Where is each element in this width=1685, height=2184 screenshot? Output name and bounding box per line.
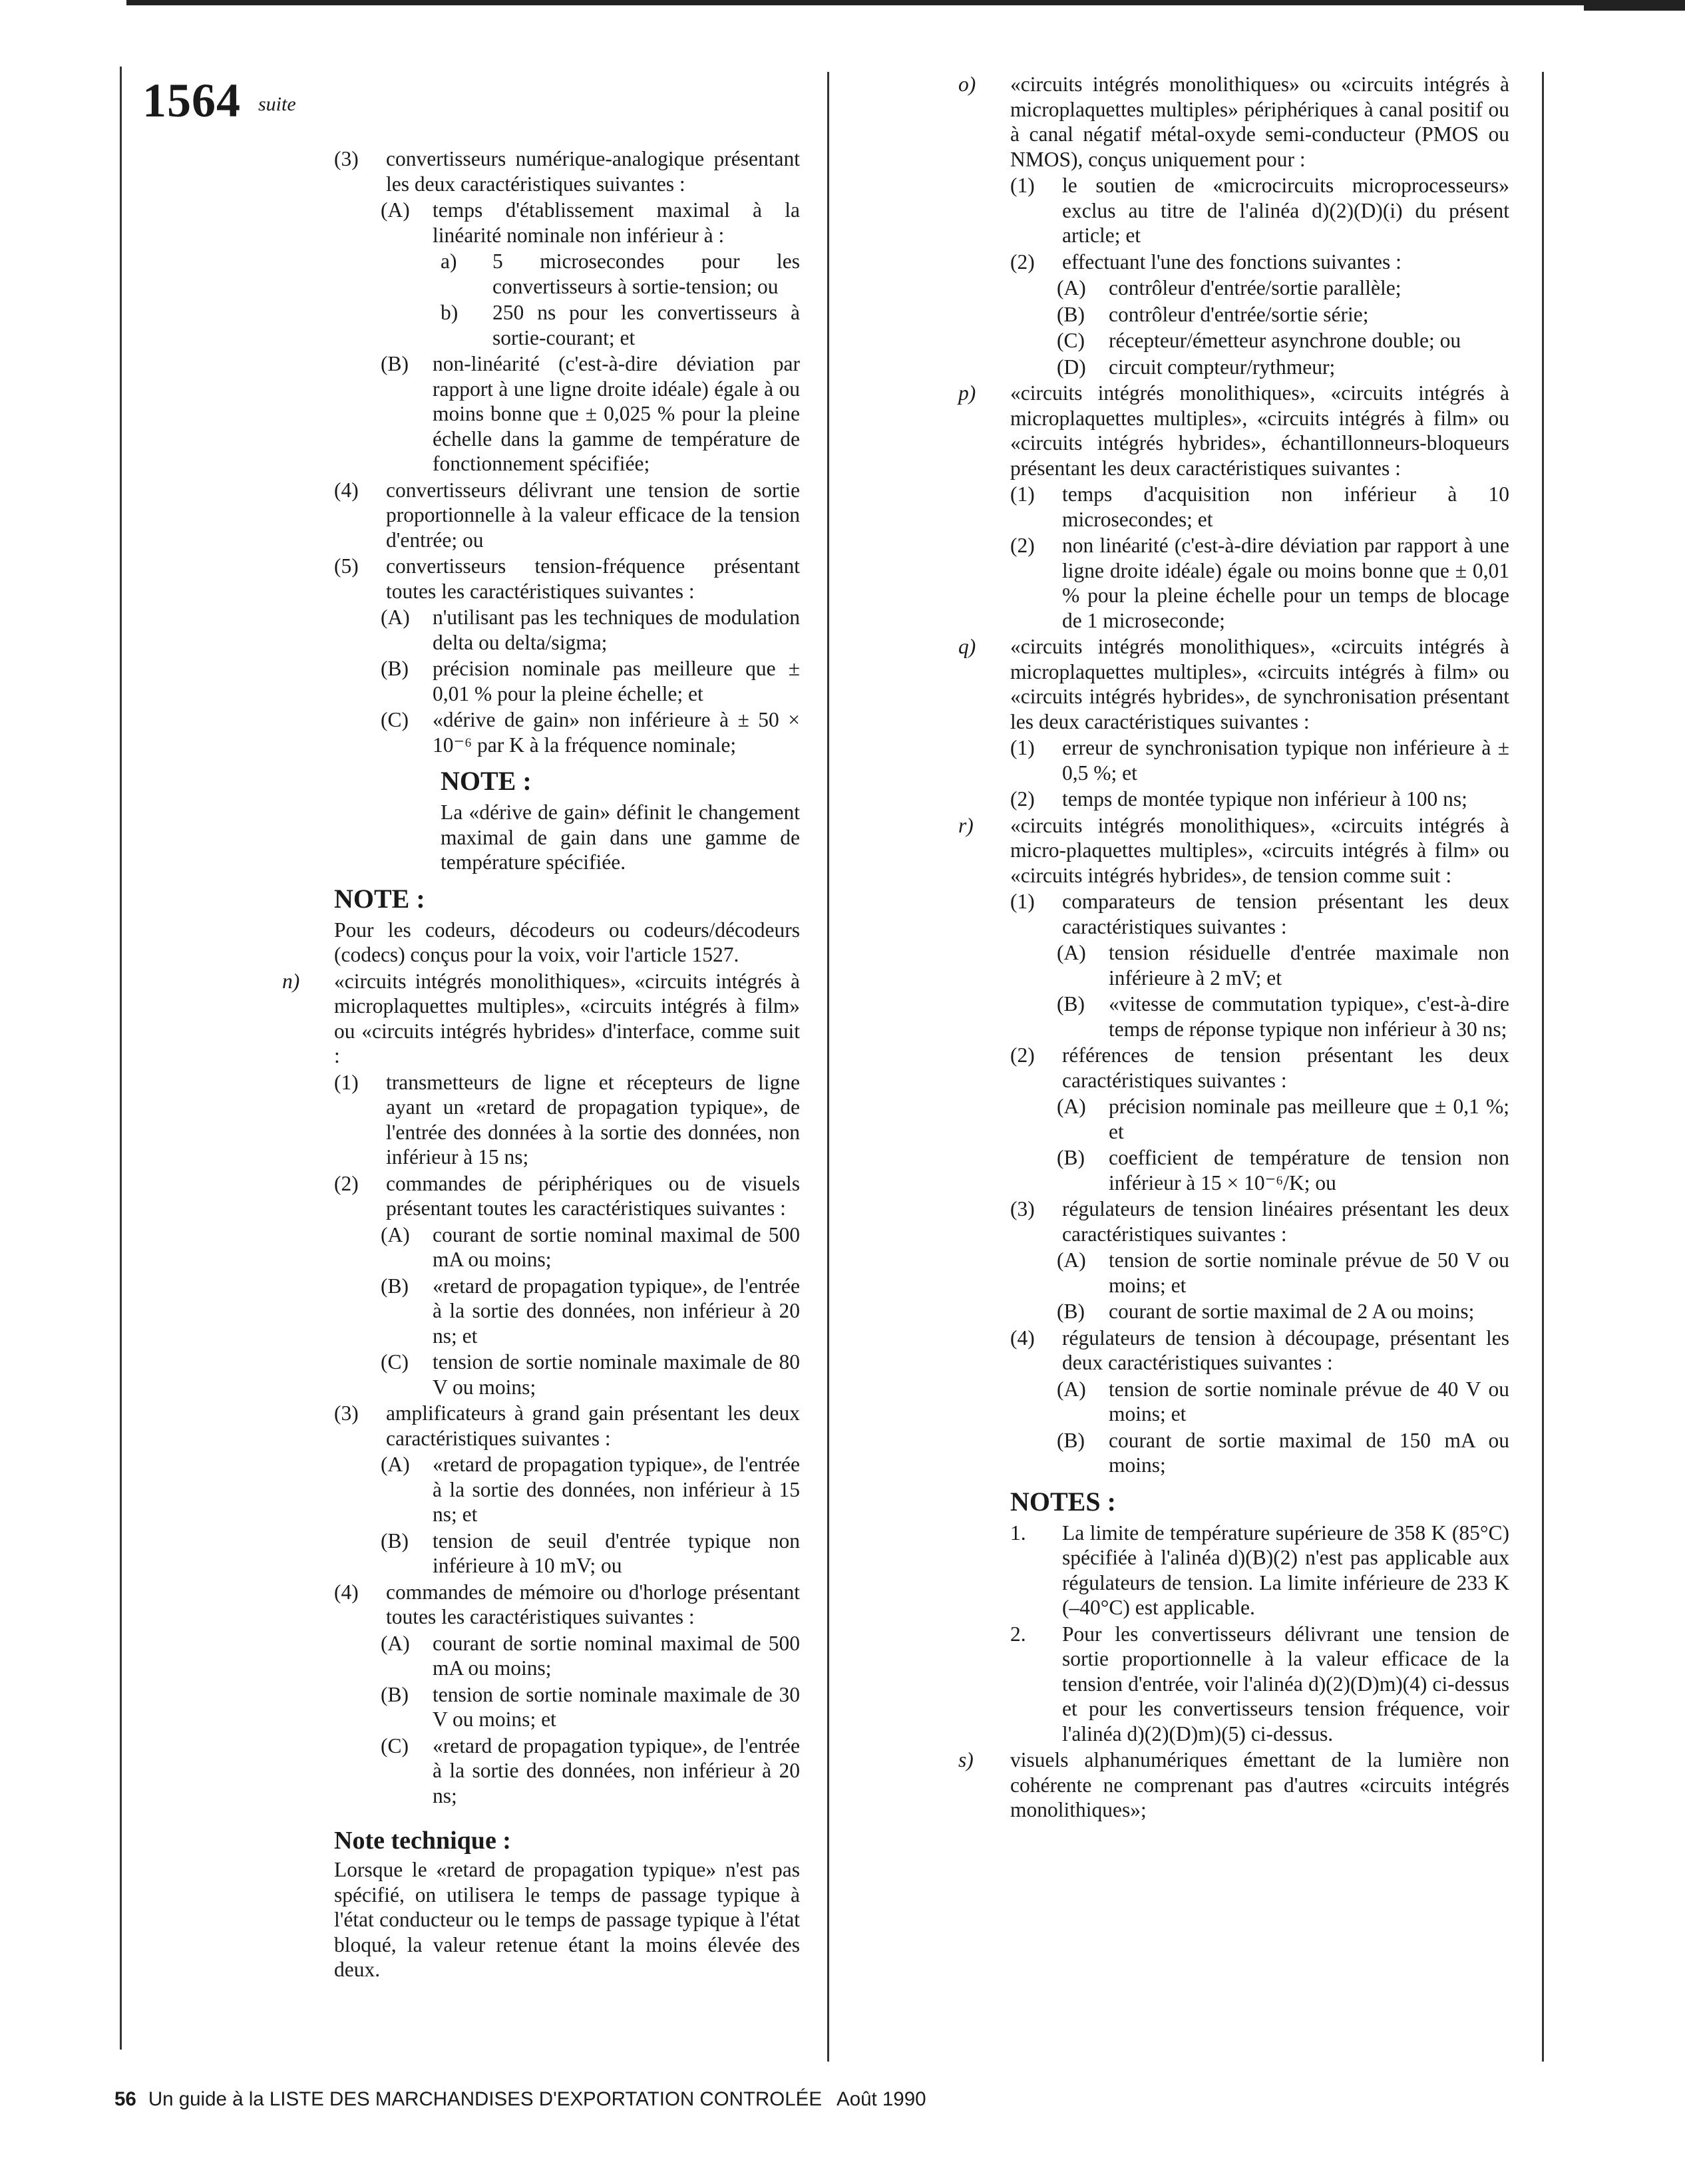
list-marker: (B) bbox=[381, 1529, 409, 1552]
article-suite-label: suite bbox=[258, 93, 296, 115]
list-item-text: temps d'acquisition non inférieur à 10 microsecondes; et bbox=[1062, 482, 1509, 531]
list-item bbox=[334, 351, 800, 476]
list-item-text: convertisseurs tension-fréquence présentant toutes les caractéristiques suivantes : bbox=[386, 554, 800, 603]
list-item-text: «circuits intégrés monolithiques» ou «circuits intégrés à microplaquettes multiples» périphériques à canal positif ou à canal négatif métal-oxyde semi-conducteur (PMOS ou NMOS), conçus uniquement pour : bbox=[1010, 73, 1509, 171]
list-item-text: «circuits intégrés monolithiques», «circuits intégrés à microplaquettes multiples», «circuits intégrés à film» ou «circuits intégrés hybrides», échantillonneurs-bloqueurs présentant les deux caractéristiques suivantes : bbox=[1010, 381, 1509, 480]
list-marker: (1) bbox=[1010, 174, 1035, 197]
list-marker: s) bbox=[958, 1748, 974, 1771]
list-marker: (2) bbox=[1010, 250, 1035, 273]
list-item-text: «vitesse de commutation typique», c'est-à-dire temps de réponse typique non inférieur à 30 ns; bbox=[1109, 992, 1509, 1041]
list-item-text: précision nominale pas meilleure que ± 0,1 %; et bbox=[1109, 1095, 1509, 1143]
list-item-text: références de tension présentant les deux caractéristiques suivantes : bbox=[1062, 1043, 1509, 1092]
list-item-text: 5 microsecondes pour les convertisseurs à sortie-tension; ou bbox=[492, 250, 800, 298]
list-marker: (B) bbox=[1057, 1300, 1085, 1323]
list-item-text: contrôleur d'entrée/sortie série; bbox=[1109, 302, 1369, 326]
list-item bbox=[334, 656, 800, 706]
list-item bbox=[1010, 992, 1509, 1041]
list-marker: (A) bbox=[381, 1453, 410, 1476]
list-item bbox=[1010, 1043, 1509, 1093]
list-item bbox=[958, 634, 1509, 734]
list-marker: (4) bbox=[334, 1580, 359, 1604]
list-marker: (A) bbox=[1057, 1248, 1086, 1272]
list-item-text: tension de sortie nominale prévue de 50 V ou moins; et bbox=[1109, 1248, 1509, 1297]
list-item-text: temps d'établissement maximal à la linéarité nominale non inférieur à : bbox=[433, 198, 800, 247]
list-marker: 1. bbox=[1010, 1521, 1026, 1545]
list-item bbox=[1010, 1196, 1509, 1246]
note-heading: NOTE : bbox=[334, 883, 425, 914]
list-item bbox=[334, 1580, 800, 1630]
list-marker: 2. bbox=[1010, 1622, 1026, 1646]
list-item bbox=[1010, 533, 1509, 633]
list-item-text: régulateurs de tension linéaires présentant les deux caractéristiques suivantes : bbox=[1062, 1197, 1509, 1246]
list-item-text: transmetteurs de ligne et récepteurs de ligne ayant un «retard de propagation typique», de l'entrée des données à la sortie des données, non inférieur à 15 ns; bbox=[386, 1070, 800, 1169]
page-number: 56 bbox=[114, 2088, 136, 2110]
list-item bbox=[334, 554, 800, 604]
list-marker: (A) bbox=[1057, 941, 1086, 964]
list-item bbox=[1010, 1145, 1509, 1195]
list-item bbox=[334, 249, 800, 299]
list-item bbox=[334, 146, 800, 196]
list-item bbox=[1010, 328, 1509, 353]
list-item bbox=[334, 300, 800, 350]
list-item bbox=[1010, 1326, 1509, 1375]
list-item bbox=[1010, 889, 1509, 939]
list-item bbox=[334, 918, 800, 968]
list-marker: (A) bbox=[1057, 276, 1086, 299]
list-item-text: tension de seuil d'entrée typique non inférieure à 10 mV; ou bbox=[433, 1529, 800, 1577]
list-marker: (2) bbox=[334, 1171, 359, 1195]
technical-note-heading: Note technique : bbox=[334, 1827, 511, 1855]
left-text-column bbox=[282, 146, 800, 1984]
list-item bbox=[334, 1350, 800, 1399]
list-marker: (B) bbox=[1057, 1146, 1085, 1169]
list-item bbox=[334, 1529, 800, 1578]
list-item-text: le soutien de «microcircuits microprocesseurs» exclus au titre de l'alinéa d)(2)(D)(i) du présent article; et bbox=[1062, 174, 1509, 247]
list-marker: (4) bbox=[1010, 1326, 1035, 1350]
list-item-text: récepteur/émetteur asynchrone double; ou bbox=[1109, 329, 1461, 352]
list-marker: n) bbox=[282, 969, 300, 993]
list-item bbox=[958, 381, 1509, 480]
list-item-text: «circuits intégrés monolithiques», «circuits intégrés à micro-plaquettes multiples», «circuits intégrés à film» ou «circuits intégrés hybrides», de tension comme suit : bbox=[1010, 813, 1509, 887]
list-marker: (B) bbox=[1057, 1428, 1085, 1452]
right-margin-rule bbox=[1542, 72, 1544, 2062]
list-marker: (A) bbox=[1057, 1095, 1086, 1118]
list-item bbox=[282, 969, 800, 1069]
list-item bbox=[1010, 1521, 1509, 1620]
list-item bbox=[958, 813, 1509, 888]
list-item bbox=[334, 800, 800, 875]
list-item-text: contrôleur d'entrée/sortie parallèle; bbox=[1109, 276, 1402, 299]
list-item-text: courant de sortie nominal maximal de 500 mA ou moins; bbox=[433, 1631, 800, 1680]
note-heading: NOTES : bbox=[1010, 1486, 1116, 1517]
list-item bbox=[1010, 1622, 1509, 1747]
list-item bbox=[958, 72, 1509, 172]
list-item-text: erreur de synchronisation typique non inférieure à ± 0,5 %; et bbox=[1062, 736, 1509, 785]
list-item-text: non linéarité (c'est-à-dire déviation par rapport à une ligne droite idéale) égale ou moins bonne que ± 0,01 % pour la pleine échelle pour un temps de blocage de 1 microseconde; bbox=[1062, 534, 1509, 632]
list-marker: (4) bbox=[334, 478, 359, 502]
list-item-text: «dérive de gain» non inférieure à ± 50 × 10⁻⁶ par K à la fréquence nominale; bbox=[433, 708, 800, 757]
list-marker: (A) bbox=[381, 198, 410, 222]
list-item bbox=[1010, 787, 1509, 812]
list-marker: (D) bbox=[1057, 355, 1086, 379]
list-item-text: Pour les convertisseurs délivrant une tension de sortie proportionnelle à la valeur efficace de la tension d'entrée, voir l'alinéa d)(2)(D)m)(4) ci-dessus et pour les convertisseurs tension fréquence, voir l'alinéa d)(2)(D)m)(5) ci-dessus. bbox=[1062, 1622, 1509, 1745]
list-item bbox=[1010, 275, 1509, 301]
list-item bbox=[1010, 1377, 1509, 1427]
list-item-text: coefficient de température de tension non inférieur à 15 × 10⁻⁶/K; ou bbox=[1109, 1146, 1509, 1194]
list-marker: (3) bbox=[1010, 1197, 1035, 1220]
list-item bbox=[1010, 355, 1509, 380]
list-item bbox=[1010, 1248, 1509, 1298]
list-item-text: commandes de mémoire ou d'horloge présentant toutes les caractéristiques suivantes : bbox=[386, 1580, 800, 1628]
list-marker: (2) bbox=[1010, 534, 1035, 557]
note-heading: NOTE : bbox=[441, 766, 532, 796]
list-item-text: circuit compteur/rythmeur; bbox=[1109, 355, 1336, 379]
list-item-text: tension de sortie nominale maximale de 30 V ou moins; et bbox=[433, 1682, 800, 1731]
list-marker: (1) bbox=[334, 1070, 359, 1094]
list-marker: p) bbox=[958, 381, 976, 405]
list-item bbox=[334, 1631, 800, 1681]
list-item bbox=[334, 198, 800, 248]
list-marker: r) bbox=[958, 813, 974, 837]
list-marker: q) bbox=[958, 635, 976, 658]
list-item bbox=[334, 1401, 800, 1451]
list-item bbox=[1010, 173, 1509, 248]
list-item-text: amplificateurs à grand gain présentant les deux caractéristiques suivantes : bbox=[386, 1401, 800, 1450]
list-marker: (2) bbox=[1010, 787, 1035, 811]
list-item bbox=[334, 1070, 800, 1170]
list-item-text: «retard de propagation typique», de l'entrée à la sortie des données, non inférieur à 20 ns; bbox=[433, 1733, 800, 1807]
column-divider-rule bbox=[827, 72, 829, 2062]
list-marker: (B) bbox=[381, 1274, 409, 1298]
list-marker: b) bbox=[441, 301, 459, 324]
list-marker: (C) bbox=[381, 708, 409, 731]
footer-title: Un guide à la LISTE DES MARCHANDISES D'EXPORTATION CONTROLÉE bbox=[148, 2088, 823, 2110]
list-marker: a) bbox=[441, 250, 457, 273]
list-item bbox=[1010, 302, 1509, 327]
list-item bbox=[334, 1857, 800, 1982]
list-item bbox=[1010, 735, 1509, 785]
page-top-border bbox=[126, 0, 1685, 5]
list-marker: (C) bbox=[381, 1733, 409, 1757]
list-item-text: convertisseurs délivrant une tension de sortie proportionnelle à la valeur efficace de la tension d'entrée; ou bbox=[386, 478, 800, 552]
list-marker: (B) bbox=[381, 657, 409, 680]
list-marker: (3) bbox=[334, 1401, 359, 1425]
list-item-text: visuels alphanumériques émettant de la lumière non cohérente ne comprenant pas d'autres «circuits intégrés monolithiques»; bbox=[1010, 1748, 1509, 1821]
list-item bbox=[334, 1222, 800, 1272]
list-marker: (5) bbox=[334, 554, 359, 578]
list-item-text: régulateurs de tension à découpage, présentant les deux caractéristiques suivantes : bbox=[1062, 1326, 1509, 1374]
list-item-text: La limite de température supérieure de 358 K (85°C) spécifiée à l'alinéa d)(B)(2) n'est pas applicable aux régulateurs de tension. La limite inférieure de 233 K (–40°C) est applicable. bbox=[1062, 1521, 1509, 1619]
right-text-column bbox=[958, 72, 1509, 1824]
list-item bbox=[334, 1274, 800, 1349]
list-item bbox=[1010, 250, 1509, 275]
list-marker: (B) bbox=[381, 352, 409, 375]
list-item-text: La «dérive de gain» définit le changement maximal de gain dans une gamme de température spécifiée. bbox=[441, 801, 800, 874]
list-item bbox=[334, 605, 800, 655]
list-item-text: «circuits intégrés monolithiques», «circuits intégrés à microplaquettes multiples», «circuits intégrés à film» ou «circuits intégrés hybrides», de synchronisation présentant les deux caractéristiques suivantes : bbox=[1010, 635, 1509, 733]
list-marker: (B) bbox=[381, 1682, 409, 1706]
list-item-text: non-linéarité (c'est-à-dire déviation par rapport à une ligne droite idéale) égale à ou moins bonne que ± 0,025 % pour la pleine échelle dans la gamme de température de fonctionnement spécifiée; bbox=[433, 352, 800, 475]
list-item-text: précision nominale pas meilleure que ± 0,01 % pour la pleine échelle; et bbox=[433, 657, 800, 705]
list-item-text: Lorsque le «retard de propagation typique» n'est pas spécifié, on utilisera le temps de passage typique à l'état conducteur ou le temps de passage typique à l'état bloqué, la valeur retenue étant la moins élevée des deux. bbox=[334, 1858, 800, 1981]
list-item-text: tension résiduelle d'entrée maximale non inférieure à 2 mV; et bbox=[1109, 941, 1509, 990]
list-item-text: 250 ns pour les convertisseurs à sortie-courant; et bbox=[492, 301, 800, 349]
list-item bbox=[1010, 1299, 1509, 1324]
list-item bbox=[334, 478, 800, 553]
page-top-border-corner bbox=[1584, 5, 1685, 11]
list-item bbox=[334, 1452, 800, 1527]
list-marker: (1) bbox=[1010, 890, 1035, 913]
list-item-text: n'utilisant pas les techniques de modulation delta ou delta/sigma; bbox=[433, 606, 800, 654]
list-item bbox=[334, 1733, 800, 1809]
list-item-text: comparateurs de tension présentant les deux caractéristiques suivantes : bbox=[1062, 890, 1509, 938]
list-item bbox=[334, 707, 800, 757]
list-marker: (C) bbox=[1057, 329, 1085, 352]
list-item-text: courant de sortie maximal de 150 mA ou moins; bbox=[1109, 1428, 1509, 1477]
list-marker: (1) bbox=[1010, 482, 1035, 506]
list-item-text: temps de montée typique non inférieur à 100 ns; bbox=[1062, 787, 1467, 811]
list-item-text: courant de sortie maximal de 2 A ou moins; bbox=[1109, 1300, 1475, 1323]
article-number: 1564 bbox=[142, 74, 241, 127]
list-marker: (A) bbox=[1057, 1377, 1086, 1401]
list-item-text: courant de sortie nominal maximal de 500 mA ou moins; bbox=[433, 1222, 800, 1271]
list-marker: (2) bbox=[1010, 1043, 1035, 1067]
list-item bbox=[1010, 1428, 1509, 1478]
list-item-text: convertisseurs numérique-analogique présentant les deux caractéristiques suivantes : bbox=[386, 147, 800, 196]
list-item bbox=[334, 1171, 800, 1221]
list-item-text: «retard de propagation typique», de l'entrée à la sortie des données, non inférieur à 20 ns; et bbox=[433, 1274, 800, 1348]
left-margin-rule bbox=[120, 67, 122, 2050]
list-marker: (A) bbox=[381, 606, 410, 629]
list-item-text: «retard de propagation typique», de l'entrée à la sortie des données, non inférieur à 15 ns; et bbox=[433, 1453, 800, 1526]
list-item-text: tension de sortie nominale maximale de 80 V ou moins; bbox=[433, 1350, 800, 1399]
list-item bbox=[334, 1682, 800, 1732]
list-marker: (1) bbox=[1010, 736, 1035, 759]
footer-date: Août 1990 bbox=[837, 2088, 926, 2110]
list-item-text: effectuant l'une des fonctions suivantes : bbox=[1062, 250, 1402, 273]
list-item bbox=[1010, 1094, 1509, 1144]
list-item bbox=[1010, 940, 1509, 990]
list-item-text: Pour les codeurs, décodeurs ou codeurs/décodeurs (codecs) conçus pour la voix, voir l'article 1527. bbox=[334, 918, 800, 966]
list-item-text: tension de sortie nominale prévue de 40 V ou moins; et bbox=[1109, 1377, 1509, 1425]
list-item-text: «circuits intégrés monolithiques», «circuits intégrés à microplaquettes multiples», «circuits intégrés à film» ou «circuits intégrés hybrides» d'interface, comme suit : bbox=[334, 969, 800, 1067]
list-item bbox=[958, 1747, 1509, 1823]
list-marker: (3) bbox=[334, 147, 359, 170]
list-marker: (B) bbox=[1057, 992, 1085, 1015]
list-marker: (A) bbox=[381, 1631, 410, 1655]
list-item bbox=[1010, 482, 1509, 532]
list-marker: o) bbox=[958, 73, 976, 96]
list-marker: (C) bbox=[381, 1350, 409, 1373]
list-marker: (A) bbox=[381, 1222, 410, 1246]
list-marker: (B) bbox=[1057, 302, 1085, 326]
list-item-text: commandes de périphériques ou de visuels présentant toutes les caractéristiques suivantes : bbox=[386, 1171, 800, 1220]
page-footer bbox=[114, 2088, 926, 2111]
